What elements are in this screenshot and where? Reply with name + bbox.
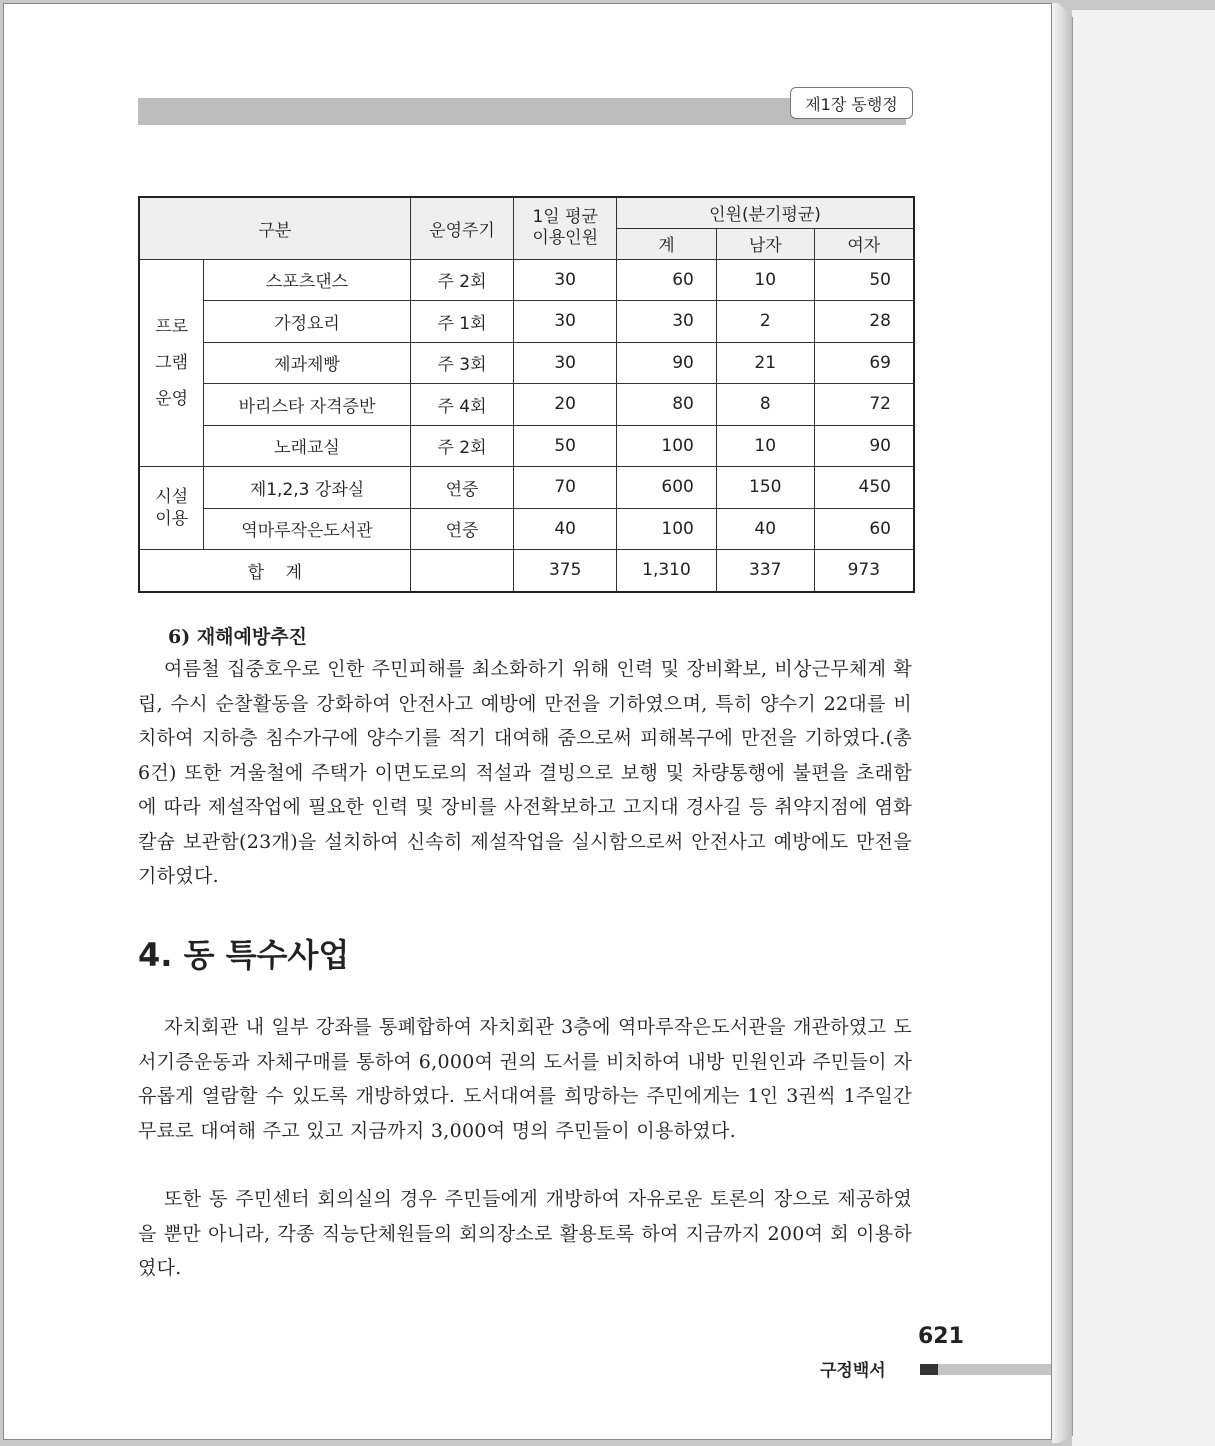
- footer-bar: [938, 1364, 1051, 1375]
- header-total: 계: [617, 228, 717, 259]
- header-female: 여자: [814, 228, 914, 259]
- row-name: 제1,2,3 강좌실: [204, 467, 410, 509]
- row-female: 60: [814, 508, 914, 550]
- row-daily: 20: [514, 384, 617, 426]
- row-female: 50: [814, 259, 914, 301]
- section4-paragraph-1: 자치회관 내 일부 강좌를 통폐합하여 자치회관 3층에 역마루작은도서관을 개관하였고 도서기증운동과 자체구매를 통하여 6,000여 권의 도서를 비치하여 내방 민원인과 주민들이 자유롭게 열람할 수 있도록 개방하였다. 도서대여를 희망하는 주민에게는 1인 3권씩 1주일간 무료로 대여해 주고 있고 지금까지 3,000여 명의 주민들이 이용하였다.: [138, 1016, 912, 1142]
- sum-female: 973: [814, 550, 914, 592]
- row-total: 60: [617, 259, 717, 301]
- row-cycle: 주 3회: [410, 342, 514, 384]
- row-daily: 50: [514, 425, 617, 467]
- section6-paragraph: 여름철 집중호우로 인한 주민피해를 최소화하기 위해 인력 및 장비확보, 비상근무체계 확립, 수시 순찰활동을 강화하여 안전사고 예방에 만전을 기하였으며, 특히 양수기 22대를 비치하여 지하층 침수가구에 양수기를 적기 대여해 줌으로써 피해복구에 만전을 기하였다.(총 6건) 또한 겨울철에 주택가 이면도로의 적설과 결빙으로 보행 및 차량통행에 불편을 초래함에 따라 제설작업에 필요한 인력 및 장비를 사전확보하고 고지대 경사길 등 취약지점에 염화칼슘 보관함(23개)을 설치하여 신속히 제설작업을 실시함으로써 안전사고 예방에도 만전을 기하였다.: [138, 658, 912, 887]
- row-name: 역마루작은도서관: [204, 508, 410, 550]
- header-daily-avg: 1일 평균 이용인원: [514, 197, 617, 259]
- row-female: 69: [814, 342, 914, 384]
- row-cycle: 연중: [410, 508, 514, 550]
- row-male: 8: [716, 384, 814, 426]
- sum-daily: 375: [514, 550, 617, 592]
- table-row: [139, 508, 914, 550]
- sum-male: 337: [716, 550, 814, 592]
- row-cycle: 연중: [410, 467, 514, 509]
- table-row: [139, 301, 914, 343]
- header-people-group: 인원(분기평균): [617, 197, 914, 228]
- footer-marker: [920, 1364, 938, 1375]
- row-total: 100: [617, 508, 717, 550]
- row-female: 90: [814, 425, 914, 467]
- row-total: 80: [617, 384, 717, 426]
- row-name: 바리스타 자격증반: [204, 384, 410, 426]
- row-name: 스포츠댄스: [204, 259, 410, 301]
- row-male: 10: [716, 259, 814, 301]
- table-row: [139, 384, 914, 426]
- row-name: 노래교실: [204, 425, 410, 467]
- header-male: 남자: [716, 228, 814, 259]
- row-daily: 30: [514, 342, 617, 384]
- row-cycle: 주 2회: [410, 259, 514, 301]
- section4-title: 4. 동 특수사업: [138, 936, 350, 974]
- page-number: 621: [918, 1324, 964, 1349]
- table-row: [139, 342, 914, 384]
- row-total: 600: [617, 467, 717, 509]
- program-table: [138, 196, 915, 593]
- row-male: 21: [716, 342, 814, 384]
- row-female: 72: [814, 384, 914, 426]
- row-male: 10: [716, 425, 814, 467]
- sum-label: 합 계: [139, 550, 410, 592]
- group-facility: 시설 이용: [139, 467, 204, 550]
- table-row: [139, 259, 914, 301]
- row-male: 2: [716, 301, 814, 343]
- row-name: 가정요리: [204, 301, 410, 343]
- row-male: 150: [716, 467, 814, 509]
- book-title: 구정백서: [820, 1361, 886, 1381]
- row-daily: 30: [514, 259, 617, 301]
- row-total: 100: [617, 425, 717, 467]
- row-cycle: 주 2회: [410, 425, 514, 467]
- row-name: 제과제빵: [204, 342, 410, 384]
- table-sum-row: [139, 550, 914, 592]
- table-row: [139, 425, 914, 467]
- section6-heading: 6) 재해예방추진: [168, 626, 307, 648]
- group-program: 프로 그램 운영: [139, 259, 204, 467]
- chapter-tab: 제1장 동행정: [790, 87, 913, 119]
- row-cycle: 주 1회: [410, 301, 514, 343]
- table-row: [139, 467, 914, 509]
- row-total: 30: [617, 301, 717, 343]
- section4-paragraph-2: 또한 동 주민센터 회의실의 경우 주민들에게 개방하여 자유로운 토론의 장으로 제공하였을 뿐만 아니라, 각종 직능단체원들의 회의장소로 활용토록 하여 지금까지 200여 회 이용하였다.: [138, 1188, 912, 1279]
- header-category: 구분: [139, 197, 410, 259]
- row-female: 450: [814, 467, 914, 509]
- sum-total: 1,310: [617, 550, 717, 592]
- row-daily: 30: [514, 301, 617, 343]
- sum-cycle: [410, 550, 514, 592]
- page-curl-edge: [1052, 3, 1073, 1443]
- header-cycle: 운영주기: [410, 197, 514, 259]
- row-daily: 70: [514, 467, 617, 509]
- row-male: 40: [716, 508, 814, 550]
- row-cycle: 주 4회: [410, 384, 514, 426]
- row-daily: 40: [514, 508, 617, 550]
- background-area: [1072, 10, 1215, 1446]
- row-female: 28: [814, 301, 914, 343]
- row-total: 90: [617, 342, 717, 384]
